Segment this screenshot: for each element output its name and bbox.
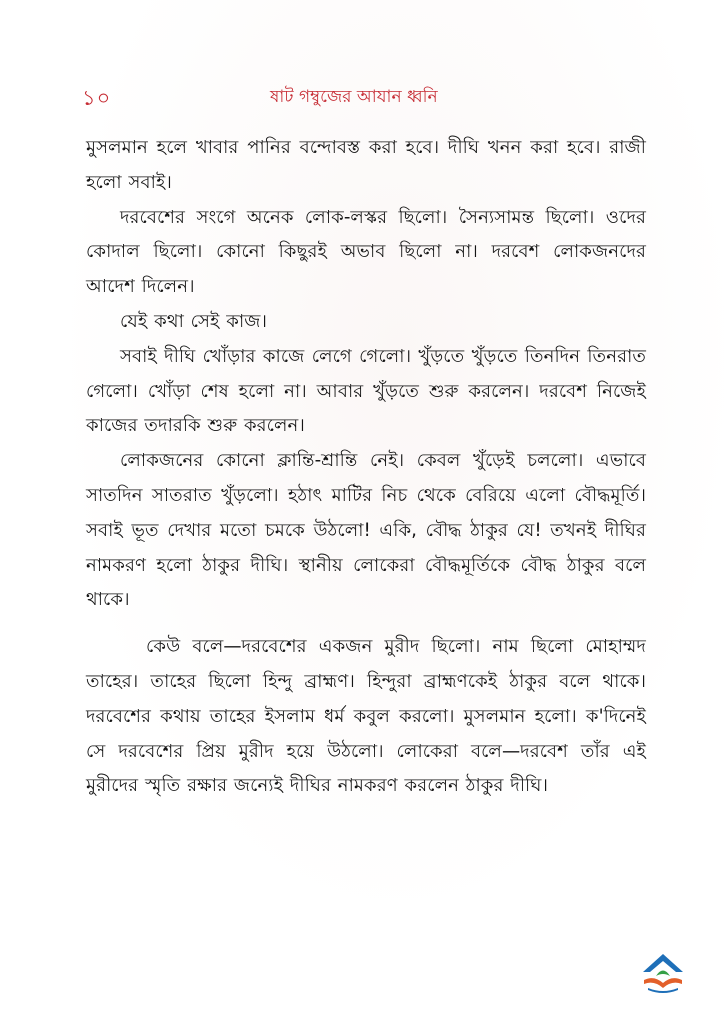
logo-base-shape [648,988,678,993]
body-text [86,131,646,804]
paragraph-5: লোকজনের কোনো ক্লান্তি-শ্রান্তি নেই। কেবল খুঁড়েই চললো। এভাবে সাতদিন সাতরাত খুঁড়লো। হঠাৎ মাটির নিচ থেকে বেরিয়ে এলো বৌদ্ধমূর্তি। সবাই ভূত দেখার মতো চমকে উঠলো! একি, বৌদ্ধ ঠাকুর যে! তখনই দীঘির নামকরণ হলো ঠাকুর দীঘি। স্থানীয় লোকেরা বৌদ্ধমূর্তিকে বৌদ্ধ ঠাকুর বলে থাকে। [86,450,646,611]
publisher-logo-icon [638,950,688,996]
logo-book-shape [644,978,682,988]
paragraph-3: যেই কথা সেই কাজ। [120,310,268,332]
paragraph-1: মুসলমান হলে খাবার পানির বন্দোবস্ত করা হবে। দীঘি খনন করা হবে। রাজী হলো সবাই। [86,137,646,193]
paragraph-6: কেউ বলে—দরবেশের একজন মুরীদ ছিলো। নাম ছিলো মোহাম্মদ তাহের। তাহের ছিলো হিন্দু ব্রাহ্মণ। হিন্দুরা ব্রাহ্মণকেই ঠাকুর বলে থাকে। দরবেশের কথায় তাহের ইসলাম ধর্ম কবুল করলো। মুসলমান হলো। ক'দিনেই সে দরবেশের প্রিয় মুরীদ হয়ে উঠলো। লোকেরা বলে—দরবেশ তাঁর এই মুরীদের স্মৃতি রক্ষার জন্যেই দীঘির নামকরণ করলেন ঠাকুর দীঘি। [86,636,646,797]
logo-roof-shape [643,954,683,972]
running-title: ষাট গম্বুজের আযান ধ্বনি [270,87,438,107]
page-header [0,76,724,116]
logo-leaf-shape [656,971,670,977]
paragraph-4: সবাই দীঘি খোঁড়ার কাজে লেগে গেলো। খুঁড়তে খুঁড়তে তিনদিন তিনরাত গেলো। খোঁড়া শেষ হলো না। আবার খুঁড়তে শুরু করলেন। দরবেশ নিজেই কাজের তদারকি শুরু করলেন। [86,345,646,437]
page-number: ১০ [82,86,112,110]
paragraph-2: দরবেশের সংগে অনেক লোক-লস্কর ছিলো। সৈন্যসামন্ত ছিলো। ওদের কোদাল ছিলো। কোনো কিছুরই অভাব ছিলো না। দরবেশ লোকজনদের আদেশ দিলেন। [86,206,646,298]
